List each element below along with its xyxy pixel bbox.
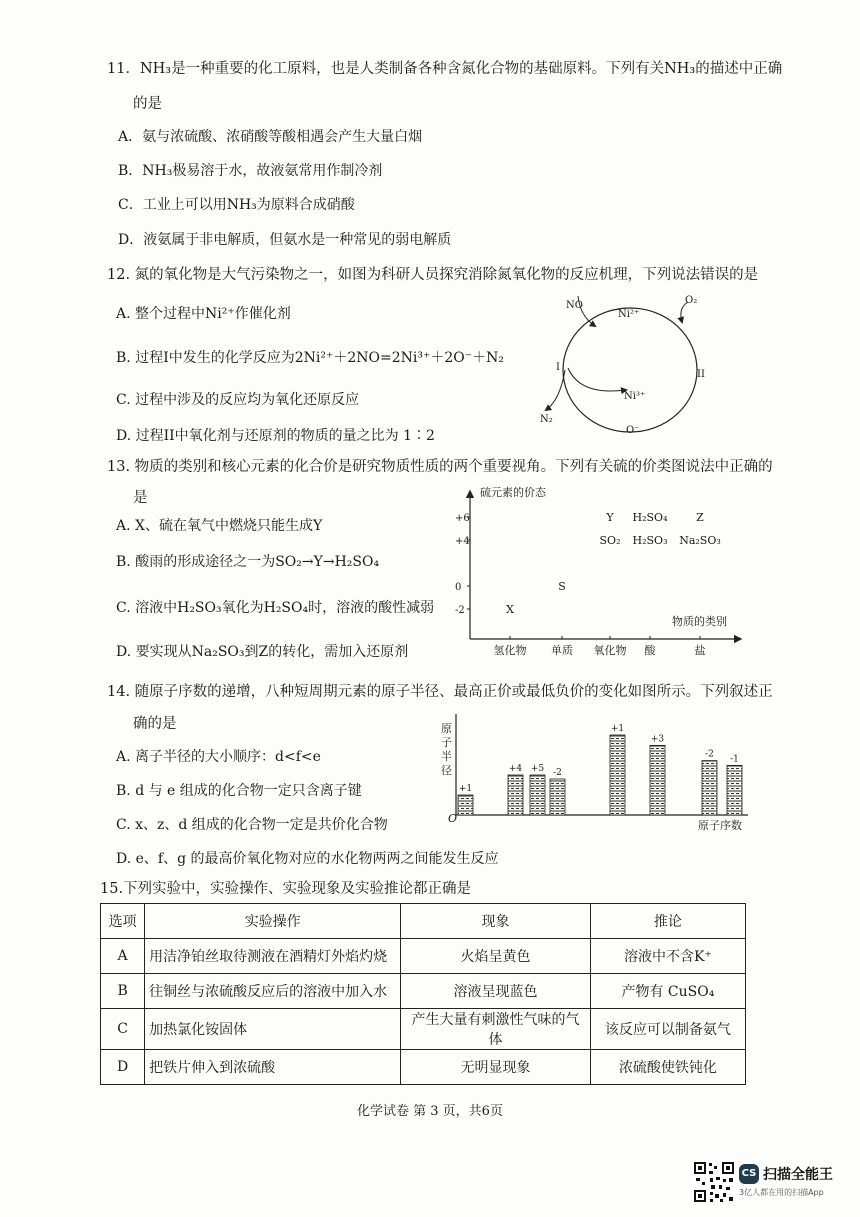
- cell-option: A: [101, 939, 145, 974]
- table-row: [101, 974, 746, 1009]
- label-no: NO: [566, 300, 583, 311]
- q15-stem: 15.下列实验中，实验操作、实验现象及实验推论都正确是: [100, 881, 472, 897]
- q12-option-d: D. 过程II中氧化剂与还原剂的物质的量之比为 1∶2: [116, 428, 435, 444]
- point-label: SO₂: [599, 534, 621, 547]
- watermark-title: 扫描全能王: [763, 1167, 833, 1183]
- radius-bar: [650, 745, 665, 815]
- y-axis-label-2: 子: [441, 736, 452, 749]
- label-o-minus: O⁻: [626, 425, 640, 436]
- point-label: H₂SO₃: [632, 534, 668, 547]
- point-label: H₂SO₄: [632, 511, 668, 524]
- qr-code-icon: [693, 1161, 735, 1203]
- q13-option-b: B. 酸雨的形成途径之一为SO₂→Y→H₂SO₄: [116, 554, 380, 570]
- radius-bar: [458, 795, 473, 815]
- point-label: Y: [606, 511, 614, 524]
- table-row: [101, 939, 746, 974]
- point-label: S: [558, 580, 566, 593]
- cell-inference: 浓硫酸使铁钝化: [590, 1050, 745, 1085]
- q14-radius-chart: [436, 710, 756, 835]
- q11-stem-cont: 的是: [133, 96, 162, 112]
- q12-stem: 12. 氮的氧化物是大气污染物之一，如图为科研人员探究消除氮氧化物的反应机理，下列说法错误的是: [107, 267, 759, 283]
- point-label: Z: [696, 511, 704, 524]
- x-axis-label: 原子序数: [698, 819, 742, 832]
- valence-label: +4: [508, 764, 523, 774]
- y-tick-label: -2: [455, 605, 465, 616]
- header-inference: 推论: [590, 904, 745, 939]
- category-label: 氢化物: [493, 644, 527, 657]
- y-axis-label-3: 半: [441, 750, 452, 763]
- point-label: Na₂SO₃: [679, 534, 721, 547]
- cell-operation: 往铜丝与浓硫酸反应后的溶液中加入水: [145, 974, 401, 1009]
- cell-inference: 该反应可以制备氨气: [590, 1009, 745, 1050]
- radius-bar: [702, 761, 717, 815]
- point-label: X: [506, 603, 514, 616]
- page-footer: 化学试卷 第 3 页，共6页: [357, 1104, 503, 1119]
- q14-stem: 14. 随原子序数的递增，八种短周期元素的原子半径、最高正价或最低负价的变化如图所示。下列叙述正: [107, 684, 773, 700]
- q14-stem-cont: 确的是: [133, 716, 177, 732]
- n2-out-arrow: [546, 370, 565, 410]
- cell-operation: 用洁净铂丝取待测液在酒精灯外焰灼烧: [145, 939, 401, 974]
- cell-option: C: [101, 1009, 145, 1050]
- y-tick-label: 0: [455, 582, 462, 593]
- cell-inference: 溶液中不含K⁺: [590, 939, 745, 974]
- label-process-2: II: [697, 369, 705, 380]
- q11-stem: 11．NH₃是一种重要的化工原料，也是人类制备各种含氮化合物的基础原料。下列有关NH₃的描述中正确: [107, 61, 783, 77]
- label-ni3: Ni³⁺: [624, 391, 646, 402]
- q12-option-c: C. 过程中涉及的反应均为氧化还原反应: [116, 392, 360, 408]
- q11-option-c: C．工业上可以用NH₃为原料合成硝酸: [118, 197, 355, 213]
- valence-label: +5: [530, 764, 545, 774]
- q11-option-d: D．液氨属于非电解质，但氨水是一种常见的弱电解质: [118, 232, 452, 248]
- q14-option-a: A. 离子半径的大小顺序：d<f<e: [116, 749, 321, 765]
- inner-arrow: [568, 368, 626, 391]
- q14-option-d: D. e、f、g 的最高价氧化物对应的水化物两两之间能发生反应: [116, 851, 499, 867]
- radius-bar: [610, 735, 625, 815]
- y-axis-label-4: 径: [441, 764, 452, 777]
- cell-inference: 产物有 CuSO₄: [590, 974, 745, 1009]
- category-label: 单质: [551, 644, 573, 657]
- q15-experiment-table: [100, 903, 746, 1085]
- valence-label: -2: [705, 749, 714, 760]
- valence-label: +1: [458, 784, 473, 794]
- radius-bar: [550, 779, 565, 815]
- valence-label: -1: [730, 754, 739, 765]
- cell-phenomenon: 无明显现象: [401, 1050, 591, 1085]
- cell-phenomenon: 溶液呈现蓝色: [401, 974, 591, 1009]
- cell-option: D: [101, 1050, 145, 1085]
- q13-valence-chart: [450, 484, 750, 666]
- table-row: [101, 1050, 746, 1085]
- y-tick-label: +4: [455, 536, 470, 547]
- q13-stem: 13. 物质的类别和核心元素的化合价是研究物质性质的两个重要视角。下列有关硫的价类图说法中正确的: [107, 459, 773, 475]
- origin-label: O: [448, 812, 458, 825]
- scanner-watermark: [693, 1159, 853, 1205]
- label-ni2: Ni²⁺: [618, 309, 640, 320]
- valence-label: +1: [610, 724, 625, 734]
- cell-option: B: [101, 974, 145, 1009]
- q14-option-c: C. x、z、d 组成的化合物一定是共价化合物: [116, 817, 388, 833]
- valence-label: -2: [553, 768, 562, 778]
- q13-stem-cont: 是: [133, 490, 148, 506]
- label-process-1: I: [556, 362, 560, 373]
- cell-phenomenon: 火焰呈黄色: [401, 939, 591, 974]
- q11-option-a: A．氨与浓硫酸、浓硝酸等酸相遇会产生大量白烟: [118, 129, 423, 145]
- watermark-subtitle: 3亿人都在用的扫描App: [739, 1188, 824, 1197]
- radius-bar: [508, 775, 523, 815]
- header-operation: 实验操作: [145, 904, 401, 939]
- radius-bar: [530, 775, 545, 815]
- q12-option-b: B. 过程I中发生的化学反应为2Ni²⁺＋2NO=2Ni³⁺＋2O⁻＋N₂: [116, 350, 504, 366]
- cell-operation: 把铁片伸入到浓硫酸: [145, 1050, 401, 1085]
- y-tick-label: +6: [455, 513, 470, 524]
- cycle-ring: [563, 308, 697, 432]
- cell-operation: 加热氯化铵固体: [145, 1009, 401, 1050]
- label-n2: N₂: [540, 414, 553, 425]
- cell-phenomenon: 产生大量有刺激性气味的气体: [401, 1009, 591, 1050]
- table-header-row: [101, 904, 746, 939]
- category-label: 氧化物: [593, 644, 627, 657]
- y-axis-label: 硫元素的价态: [480, 486, 546, 499]
- radius-bar: [727, 765, 742, 815]
- y-axis-label-1: 原: [441, 722, 452, 735]
- q13-option-c: C. 溶液中H₂SO₃氧化为H₂SO₄时，溶液的酸性减弱: [116, 600, 435, 616]
- header-phenomenon: 现象: [401, 904, 591, 939]
- q14-option-b: B. d 与 e 组成的化合物一定只含离子键: [116, 783, 362, 799]
- valence-label: +3: [650, 734, 665, 745]
- table-row: [101, 1009, 746, 1050]
- q11-option-b: B．NH₃极易溶于水，故液氨常用作制冷剂: [118, 163, 383, 179]
- category-label: 盐: [694, 644, 706, 657]
- camscanner-logo-icon: CS: [739, 1164, 759, 1184]
- category-label: 酸: [644, 644, 656, 657]
- q13-option-a: A. X、硫在氧气中燃烧只能生成Y: [116, 518, 323, 534]
- header-option: 选项: [101, 904, 145, 939]
- x-axis-label: 物质的类别: [672, 615, 727, 628]
- q12-mechanism-diagram: [540, 288, 740, 438]
- q13-option-d: D. 要实现从Na₂SO₃到Z的转化，需加入还原剂: [116, 644, 409, 660]
- q12-option-a: A. 整个过程中Ni²⁺作催化剂: [116, 306, 291, 322]
- label-o2: O₂: [685, 295, 698, 306]
